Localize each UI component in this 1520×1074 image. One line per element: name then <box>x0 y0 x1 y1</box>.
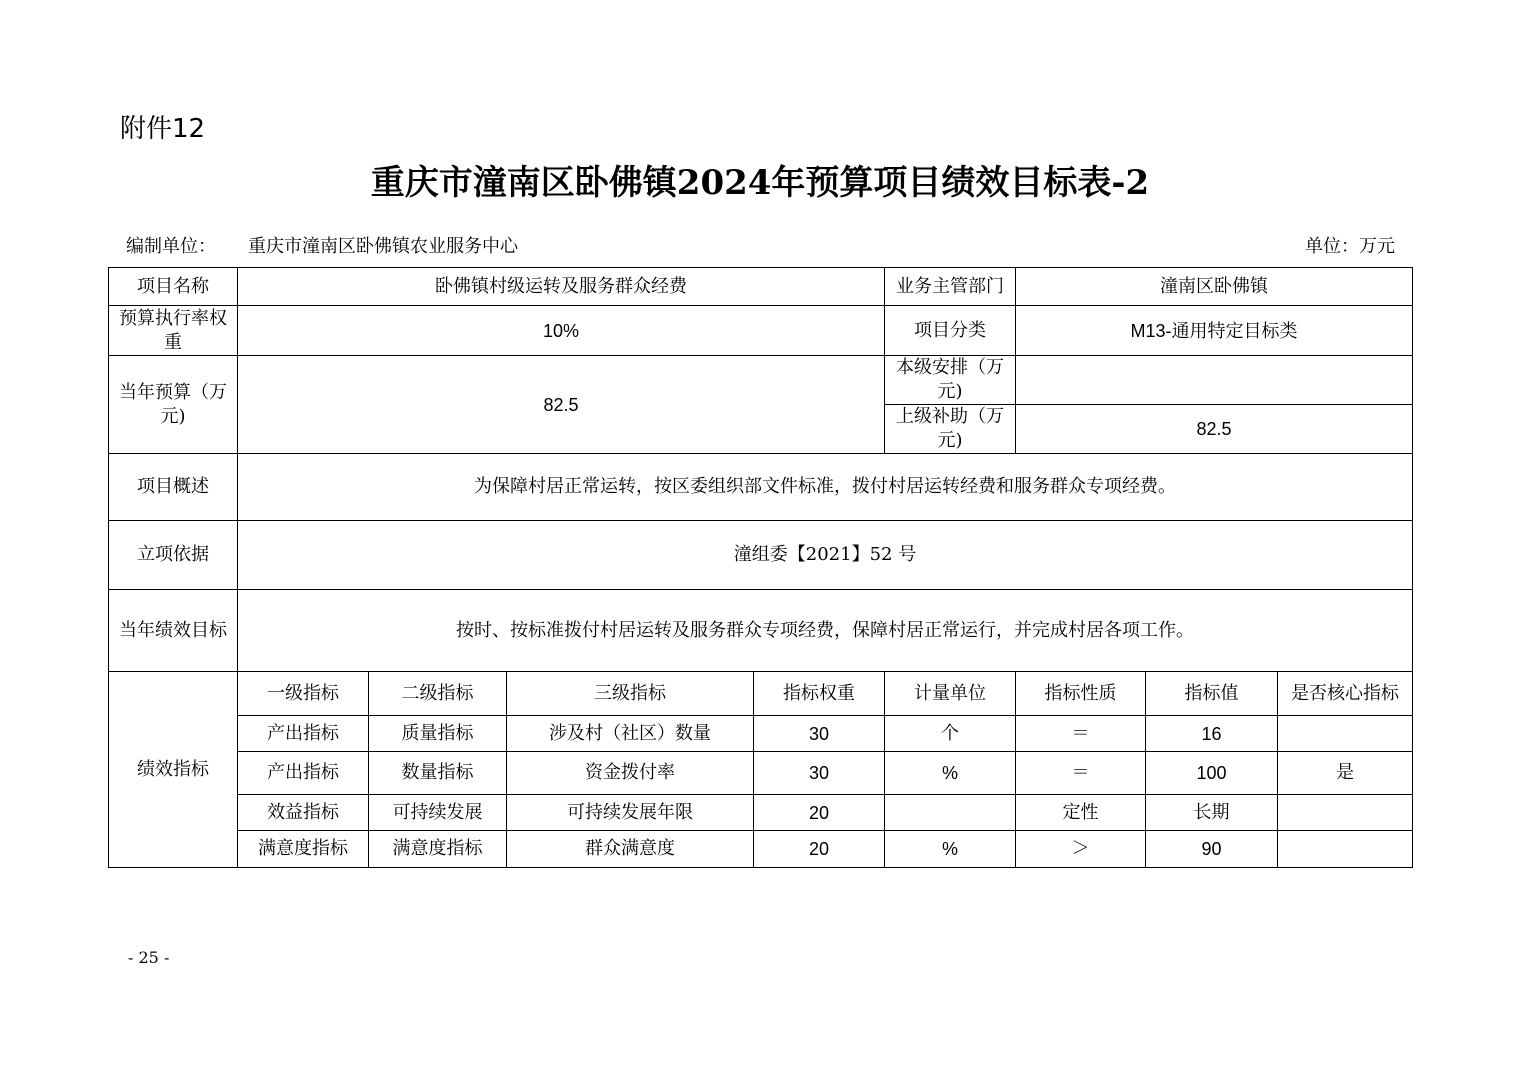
indicator-cell: ＝ <box>1016 752 1146 795</box>
attachment-label: 附件12 <box>120 114 206 144</box>
local-label: 本级安排（万元) <box>885 356 1016 405</box>
category-value: M13-通用特定目标类 <box>1016 306 1413 356</box>
org-value: 重庆市潼南区卧佛镇农业服务中心 <box>248 236 518 257</box>
basis-value: 潼组委【2021】52 号 <box>238 521 1413 590</box>
indicator-cell: 100 <box>1146 752 1278 795</box>
indicator-cell: 质量指标 <box>369 716 507 752</box>
indicator-cell: 资金拨付率 <box>507 752 754 795</box>
project-name-value: 卧佛镇村级运转及服务群众经费 <box>238 268 885 306</box>
indicator-cell <box>1278 716 1413 752</box>
indicator-cell: 满意度指标 <box>238 831 369 868</box>
indicator-cell <box>885 795 1016 831</box>
indicator-cell: ＞ <box>1016 831 1146 868</box>
indicator-cell: 30 <box>754 716 885 752</box>
indicator-cell: 群众满意度 <box>507 831 754 868</box>
overview-label: 项目概述 <box>109 454 238 521</box>
indicator-cell: 20 <box>754 795 885 831</box>
indicator-cell <box>1278 795 1413 831</box>
indicators-label: 绩效指标 <box>109 672 238 868</box>
indicator-header: 三级指标 <box>507 672 754 716</box>
indicator-header: 指标权重 <box>754 672 885 716</box>
indicator-row <box>109 795 1413 831</box>
indicator-cell: % <box>885 831 1016 868</box>
table-row <box>109 454 1413 521</box>
indicator-cell: 个 <box>885 716 1016 752</box>
org-label: 编制单位： <box>126 236 216 257</box>
local-value <box>1016 356 1413 405</box>
indicator-cell: 是 <box>1278 752 1413 795</box>
indicator-cell: 20 <box>754 831 885 868</box>
indicator-cell: 可持续发展 <box>369 795 507 831</box>
table-row <box>109 356 1413 405</box>
indicator-cell: 16 <box>1146 716 1278 752</box>
overview-value: 为保障村居正常运转，按区委组织部文件标准，拨付村居运转经费和服务群众专项经费。 <box>238 454 1413 521</box>
indicator-cell: 产出指标 <box>238 716 369 752</box>
goal-label: 当年绩效目标 <box>109 590 238 672</box>
unit-label: 单位：万元 <box>1305 236 1395 257</box>
indicator-row <box>109 716 1413 752</box>
indicator-cell: 可持续发展年限 <box>507 795 754 831</box>
indicator-cell: 产出指标 <box>238 752 369 795</box>
table-row <box>109 590 1413 672</box>
indicator-cell: 30 <box>754 752 885 795</box>
dept-value: 潼南区卧佛镇 <box>1016 268 1413 306</box>
indicator-header: 指标值 <box>1146 672 1278 716</box>
indicator-cell: % <box>885 752 1016 795</box>
indicator-cell: 数量指标 <box>369 752 507 795</box>
basis-label: 立项依据 <box>109 521 238 590</box>
exec-rate-label: 预算执行率权重 <box>109 306 238 356</box>
superior-value: 82.5 <box>1016 405 1413 454</box>
indicator-row <box>109 831 1413 868</box>
page-number: - 25 - <box>128 948 170 967</box>
indicator-row <box>109 752 1413 795</box>
indicator-cell: 定性 <box>1016 795 1146 831</box>
indicator-header: 指标性质 <box>1016 672 1146 716</box>
indicator-cell: 涉及村（社区）数量 <box>507 716 754 752</box>
indicator-cell: 90 <box>1146 831 1278 868</box>
budget-value: 82.5 <box>238 356 885 454</box>
exec-rate-value: 10% <box>238 306 885 356</box>
indicator-cell: 效益指标 <box>238 795 369 831</box>
indicator-cell <box>1278 831 1413 868</box>
indicator-cell: 长期 <box>1146 795 1278 831</box>
project-name-label: 项目名称 <box>109 268 238 306</box>
indicator-header: 是否核心指标 <box>1278 672 1413 716</box>
superior-label: 上级补助（万元) <box>885 405 1016 454</box>
indicator-header-row <box>109 672 1413 716</box>
page-title: 重庆市潼南区卧佛镇2024年预算项目绩效目标表-2 <box>370 163 1150 203</box>
table-row <box>109 306 1413 356</box>
budget-label: 当年预算（万元) <box>109 356 238 454</box>
table-row <box>109 521 1413 590</box>
indicator-header: 一级指标 <box>238 672 369 716</box>
indicator-header: 计量单位 <box>885 672 1016 716</box>
indicator-cell: ＝ <box>1016 716 1146 752</box>
table-row <box>109 268 1413 306</box>
category-label: 项目分类 <box>885 306 1016 356</box>
indicator-cell: 满意度指标 <box>369 831 507 868</box>
indicator-header: 二级指标 <box>369 672 507 716</box>
performance-table <box>108 267 1413 868</box>
goal-value: 按时、按标准拨付村居运转及服务群众专项经费，保障村居正常运行，并完成村居各项工作。 <box>238 590 1413 672</box>
dept-label: 业务主管部门 <box>885 268 1016 306</box>
